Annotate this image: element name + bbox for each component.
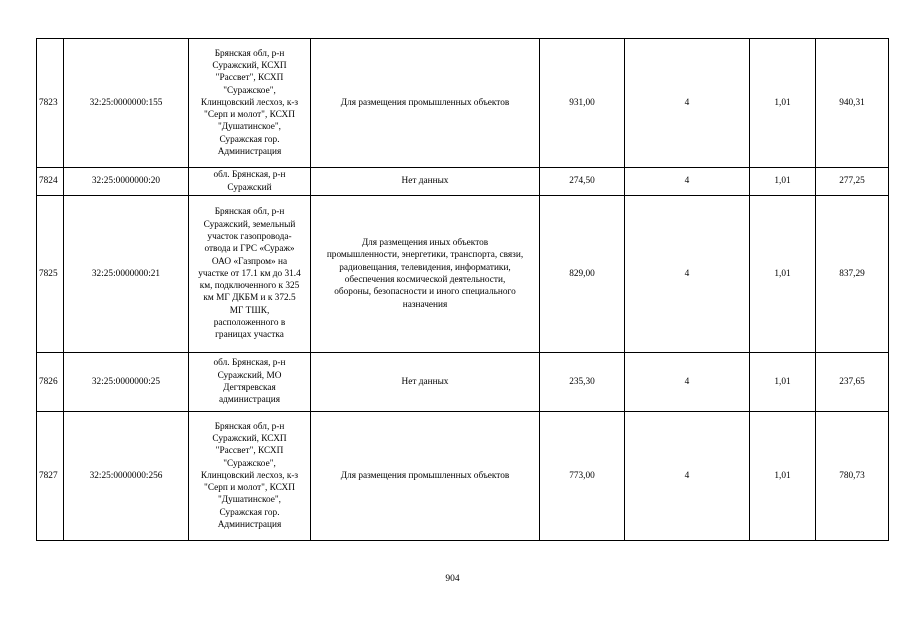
category-cell: 4	[625, 412, 750, 541]
row-number: 7827	[37, 412, 64, 541]
address-cell: обл. Брянская, р-н Суражский, МО Дегтяревская администрация	[189, 353, 311, 412]
coefficient-cell: 1,01	[750, 168, 816, 196]
coefficient-cell: 1,01	[750, 353, 816, 412]
table-row	[37, 412, 889, 541]
address-cell: Брянская обл, р-н Суражский, земельный участок газопровода- отвода и ГРС «Сураж» ОАО «Газпром» на участке от 17.1 км до 31.4 км, подключенного к 325 км МГ ДКБМ и к 372.5 МГ ТШК, расположенного в границах участка	[189, 196, 311, 353]
base-value-cell: 773,00	[540, 412, 625, 541]
result-value-cell: 837,29	[816, 196, 889, 353]
base-value-cell: 829,00	[540, 196, 625, 353]
table-row	[37, 39, 889, 168]
result-value-cell: 780,73	[816, 412, 889, 541]
address-cell: Брянская обл, р-н Суражский, КСХП "Рассвет", КСХП "Суражское", Клинцовский лесхоз, к-з "Серп и молот", КСХП "Душатинское", Суражская гор. Администрация	[189, 412, 311, 541]
cadastral-value-table	[36, 38, 889, 541]
row-number: 7823	[37, 39, 64, 168]
cadastral-number: 32:25:0000000:256	[64, 412, 189, 541]
cadastral-number: 32:25:0000000:21	[64, 196, 189, 353]
row-number: 7824	[37, 168, 64, 196]
table-row	[37, 196, 889, 353]
table-row	[37, 168, 889, 196]
address-cell: обл. Брянская, р-н Суражский	[189, 168, 311, 196]
address-cell: Брянская обл, р-н Суражский, КСХП "Рассвет", КСХП "Суражское", Клинцовский лесхоз, к-з "Серп и молот", КСХП "Душатинское", Суражская гор. Администрация	[189, 39, 311, 168]
base-value-cell: 274,50	[540, 168, 625, 196]
result-value-cell: 940,31	[816, 39, 889, 168]
cadastral-number: 32:25:0000000:25	[64, 353, 189, 412]
result-value-cell: 237,65	[816, 353, 889, 412]
base-value-cell: 235,30	[540, 353, 625, 412]
cadastral-number: 32:25:0000000:20	[64, 168, 189, 196]
coefficient-cell: 1,01	[750, 39, 816, 168]
base-value-cell: 931,00	[540, 39, 625, 168]
result-value-cell: 277,25	[816, 168, 889, 196]
permitted-use-cell: Нет данных	[311, 353, 540, 412]
permitted-use-cell: Для размещения промышленных объектов	[311, 39, 540, 168]
category-cell: 4	[625, 168, 750, 196]
table-row	[37, 353, 889, 412]
permitted-use-cell: Для размещения иных объектов промышленности, энергетики, транспорта, связи, радиовещания, телевидения, информатики, обеспечения космической деятельности, обороны, безопасности и иного специального назначения	[311, 196, 540, 353]
permitted-use-cell: Нет данных	[311, 168, 540, 196]
coefficient-cell: 1,01	[750, 196, 816, 353]
page-number: 904	[445, 574, 460, 584]
coefficient-cell: 1,01	[750, 412, 816, 541]
permitted-use-cell: Для размещения промышленных объектов	[311, 412, 540, 541]
row-number: 7826	[37, 353, 64, 412]
category-cell: 4	[625, 353, 750, 412]
cadastral-number: 32:25:0000000:155	[64, 39, 189, 168]
category-cell: 4	[625, 39, 750, 168]
row-number: 7825	[37, 196, 64, 353]
category-cell: 4	[625, 196, 750, 353]
